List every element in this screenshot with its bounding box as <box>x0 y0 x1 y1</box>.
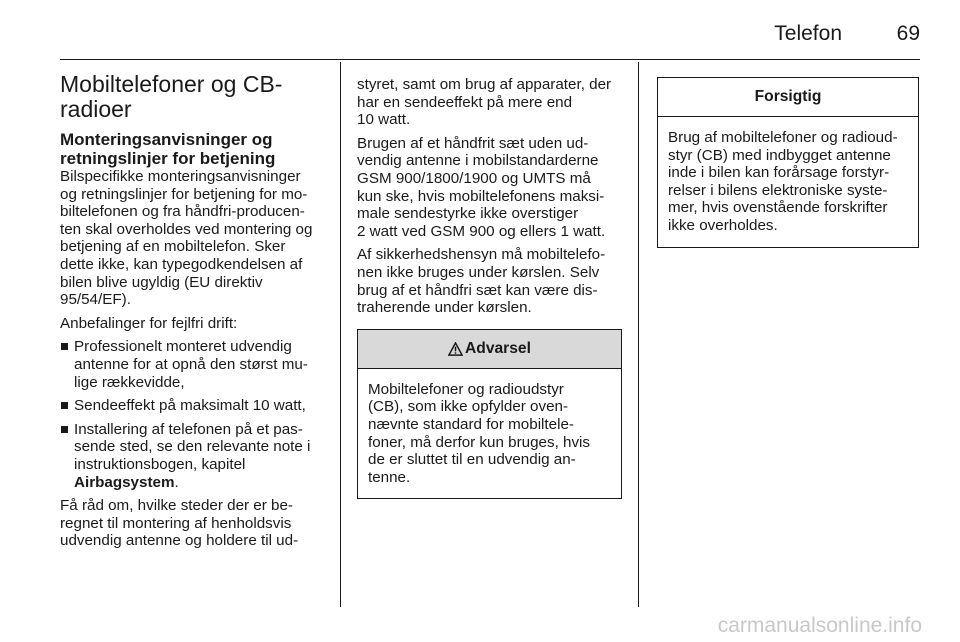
warning-body: Mobiltelefoner og radioudstyr (CB), som ikke opfylder oven- nævnte standard for mobiltele- foner, må derfor kun bruges, hvis de er sluttet til en udvendig an- tenne. <box>368 380 591 486</box>
page-number: 69 <box>896 22 920 45</box>
warning-title: Advarsel <box>465 339 531 357</box>
column-3 <box>657 77 919 248</box>
continued-paragraph: styret, samt om brug af apparater, der har en sendeeffekt på mere end 10 watt. <box>357 76 612 129</box>
subheading: Monteringsanvisninger og retningslinjer for betjening <box>60 130 276 168</box>
intro-paragraph: Bilspecifikke monteringsanvisninger og retningslinjer for betjening for mo- biltelefonen og fra håndfri-producen- ten skal overholdes ved montering og betjening af en mobiltelefon. Sker dette ikke, kan typegodkendelsen af bilen blive ugyldig (EU direktiv 95/54/EF). <box>60 168 313 309</box>
list-item: Professionelt monteret udvendig antenne for at opnå den størst mu- lige rækkevidde, <box>60 338 336 391</box>
recommendations-intro: Anbefalinger for fejlfri drift: <box>60 314 238 332</box>
warning-header <box>358 330 621 369</box>
column-divider-2 <box>638 62 639 607</box>
recommendations-list <box>60 338 336 491</box>
main-heading: Mobiltelefoner og CB- radioer <box>60 71 283 122</box>
column-divider-1 <box>340 62 341 607</box>
advice-paragraph: Få råd om, hvilke steder der er be- regnet til montering af henholdsvis udvendig antenne og holdere til ud- <box>60 497 299 550</box>
chapter-reference: Airbagsystem <box>74 473 175 491</box>
caution-box <box>657 77 919 248</box>
page-header <box>0 0 960 62</box>
caution-header <box>658 78 918 117</box>
warning-box <box>357 329 622 500</box>
column-2 <box>357 76 622 499</box>
header-rule <box>60 59 920 60</box>
caution-body: Brug af mobiltelefoner og radioud- styr (CB) med indbygget antenne inde i bilen kan forårsage forstyr- relser i bilens elektroniske syste- mer, hvis ovenstående forskrifter ikke overholdes. <box>668 129 898 234</box>
section-title: Telefon <box>774 22 842 45</box>
list-item: Installering af telefonen på et pas- sende sted, se den relevante note i instruktionsbogen, kapitel Airbagsystem. <box>60 421 336 491</box>
column-1 <box>60 62 336 556</box>
safety-paragraph: Af sikkerhedshensyn må mobiltelefo- nen ikke bruges under kørslen. Selv brug af et håndfri sæt kan være dis- traherende under kørslen. <box>357 246 606 317</box>
watermark: carmanualsonline.info <box>717 614 922 637</box>
list-item: Sendeeffekt på maksimalt 10 watt, <box>60 397 336 415</box>
caution-title: Forsigtig <box>754 88 822 106</box>
handsfree-paragraph: Brugen af et håndfrit sæt uden ud- vendig antenne i mobilstandarderne GSM 900/1800/1900 og UMTS må kun ske, hvis mobiltelefonens maksi- male sendestyrke ikke overstiger 2 watt ved GSM 900 og ellers 1 watt. <box>357 134 606 240</box>
warning-triangle-icon <box>448 342 463 356</box>
